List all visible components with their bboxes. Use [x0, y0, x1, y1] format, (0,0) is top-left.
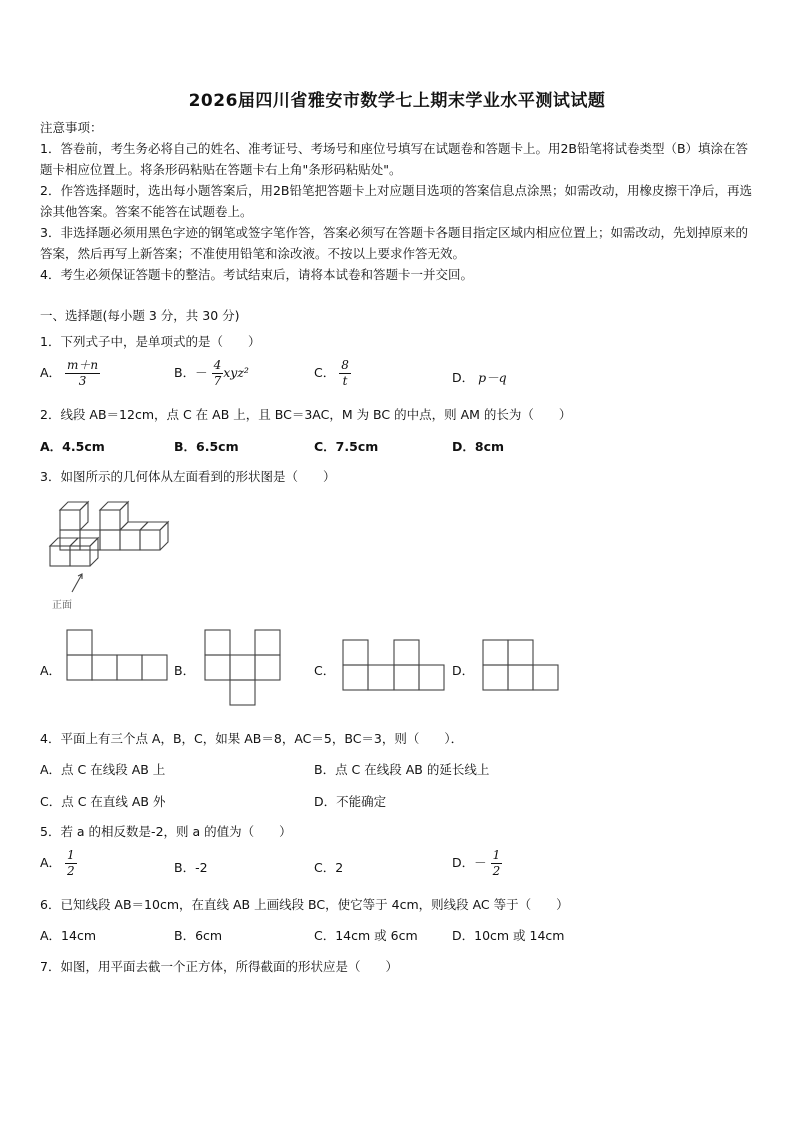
q4-option-b: B．点 C 在线段 AB 的延长线上 — [314, 762, 490, 777]
q5-option-d — [452, 848, 502, 879]
option-label: A． — [40, 855, 62, 870]
q3-option-c-label: C． — [314, 663, 336, 678]
fraction — [491, 848, 503, 879]
option-label: C． — [314, 365, 336, 380]
question-1-stem: 1．下列式子中，是单项式的是（ ） — [40, 334, 261, 349]
q1-option-a — [40, 358, 100, 389]
question-4-stem: 4．平面上有三个点 A，B，C，如果 AB＝8，AC＝5，BC＝3，则（ ）． — [40, 731, 464, 746]
fraction — [65, 358, 100, 389]
denominator: t — [342, 374, 348, 388]
q3-option-c-figure — [343, 640, 447, 695]
notes-heading: 注意事项： — [40, 120, 103, 135]
q5-option-c: C．2 — [314, 860, 344, 875]
question-5-stem: 5．若 a 的相反数是-2，则 a 的值为（ ） — [40, 824, 292, 839]
q6-option-d: D．10cm 或 14cm — [452, 928, 565, 943]
numerator: 1 — [492, 848, 501, 862]
expression: p－q — [478, 370, 507, 385]
q3-option-b-label: B． — [174, 663, 196, 678]
numerator: 8 — [341, 358, 349, 372]
question-2-stem: 2．线段 AB＝12cm，点 C 在 AB 上，且 BC＝3AC，M 为 BC 的中点，则 AM 的长为（ ） — [40, 407, 572, 422]
q2-option-c: C．7.5cm — [314, 439, 379, 454]
q3-option-d-figure — [483, 640, 563, 695]
question-6-stem: 6．已知线段 AB＝10cm，在直线 AB 上画线段 BC，使它等于 4cm，则线段 AC 等于（ ） — [40, 897, 569, 912]
question-3-stem: 3．如图所示的几何体从左面看到的形状图是（ ） — [40, 469, 336, 484]
monomial-part: xyz² — [223, 365, 249, 380]
fraction — [339, 358, 351, 389]
q4-option-d: D．不能确定 — [314, 794, 387, 809]
q3-option-b-figure — [205, 630, 285, 710]
note-item: 3．非选择题必须用黑色字迹的钢笔或签字笔作答，答案必须写在答题卡各题目指定区域内相应位置上；如需改动，先划掉原来的答案，然后再写上新答案；不准使用铅笔和涂改液。不按以上要求作答无效。 — [40, 225, 748, 261]
question-7-stem: 7．如图，用平面去截一个正方体，所得截面的形状应是（ ） — [40, 959, 398, 974]
q2-option-d: D．8cm — [452, 439, 505, 454]
q6-option-a: A．14cm — [40, 928, 97, 943]
q3-option-d-label: D． — [452, 663, 475, 678]
q4-option-a: A．点 C 在线段 AB 上 — [40, 762, 166, 777]
fraction — [65, 848, 77, 879]
note-item: 2．作答选择题时，选出每小题答案后，用2B铅笔把答题卡上对应题目选项的答案信息点涂黑；如需改动，用橡皮擦干净后，再选涂其他答案。答案不能答在试题卷上。 — [40, 183, 752, 219]
q6-option-c: C．14cm 或 6cm — [314, 928, 418, 943]
q4-option-c: C．点 C 在直线 AB 外 — [40, 794, 166, 809]
front-view-label: 正面 — [52, 600, 72, 611]
q2-option-b: B．6.5cm — [174, 439, 239, 454]
note-item: 4．考生必须保证答题卡的整洁。考试结束后，请将本试卷和答题卡一并交回。 — [40, 267, 473, 282]
q3-option-a-figure — [67, 630, 169, 685]
q3-option-a-label: A． — [40, 663, 62, 678]
denominator: 2 — [67, 864, 75, 878]
fraction — [212, 358, 224, 389]
option-label: A． — [40, 365, 62, 380]
numerator: 4 — [213, 358, 222, 372]
q5-option-a — [40, 848, 77, 879]
numerator: m＋n — [67, 358, 99, 372]
q1-option-d — [452, 368, 507, 386]
q1-option-c — [314, 358, 351, 389]
section-heading: 一、选择题(每小题 3 分，共 30 分) — [40, 308, 240, 323]
q6-option-b: B．6cm — [174, 928, 223, 943]
denominator: 2 — [492, 864, 501, 878]
option-label: B． — [174, 365, 196, 380]
q2-option-a: A．4.5cm — [40, 439, 105, 454]
note-item: 1．答卷前，考生务必将自己的姓名、准考证号、考场号和座位号填写在试题卷和答题卡上。用2B铅笔将试卷类型（B）填涂在答题卡相应位置上。将条形码粘贴在答题卡右上角"条形码粘贴处"。 — [40, 141, 749, 177]
denominator: 3 — [78, 374, 87, 388]
denominator: 7 — [213, 374, 222, 388]
page-title: 2026届四川省雅安市数学七上期末学业水平测试试题 — [188, 91, 606, 111]
q1-option-b — [174, 358, 249, 389]
minus-sign: － — [195, 365, 208, 380]
q5-option-b: B．-2 — [174, 860, 208, 875]
numerator: 1 — [67, 848, 75, 862]
option-label: D．－ — [452, 855, 487, 870]
option-label: D． — [452, 370, 475, 385]
